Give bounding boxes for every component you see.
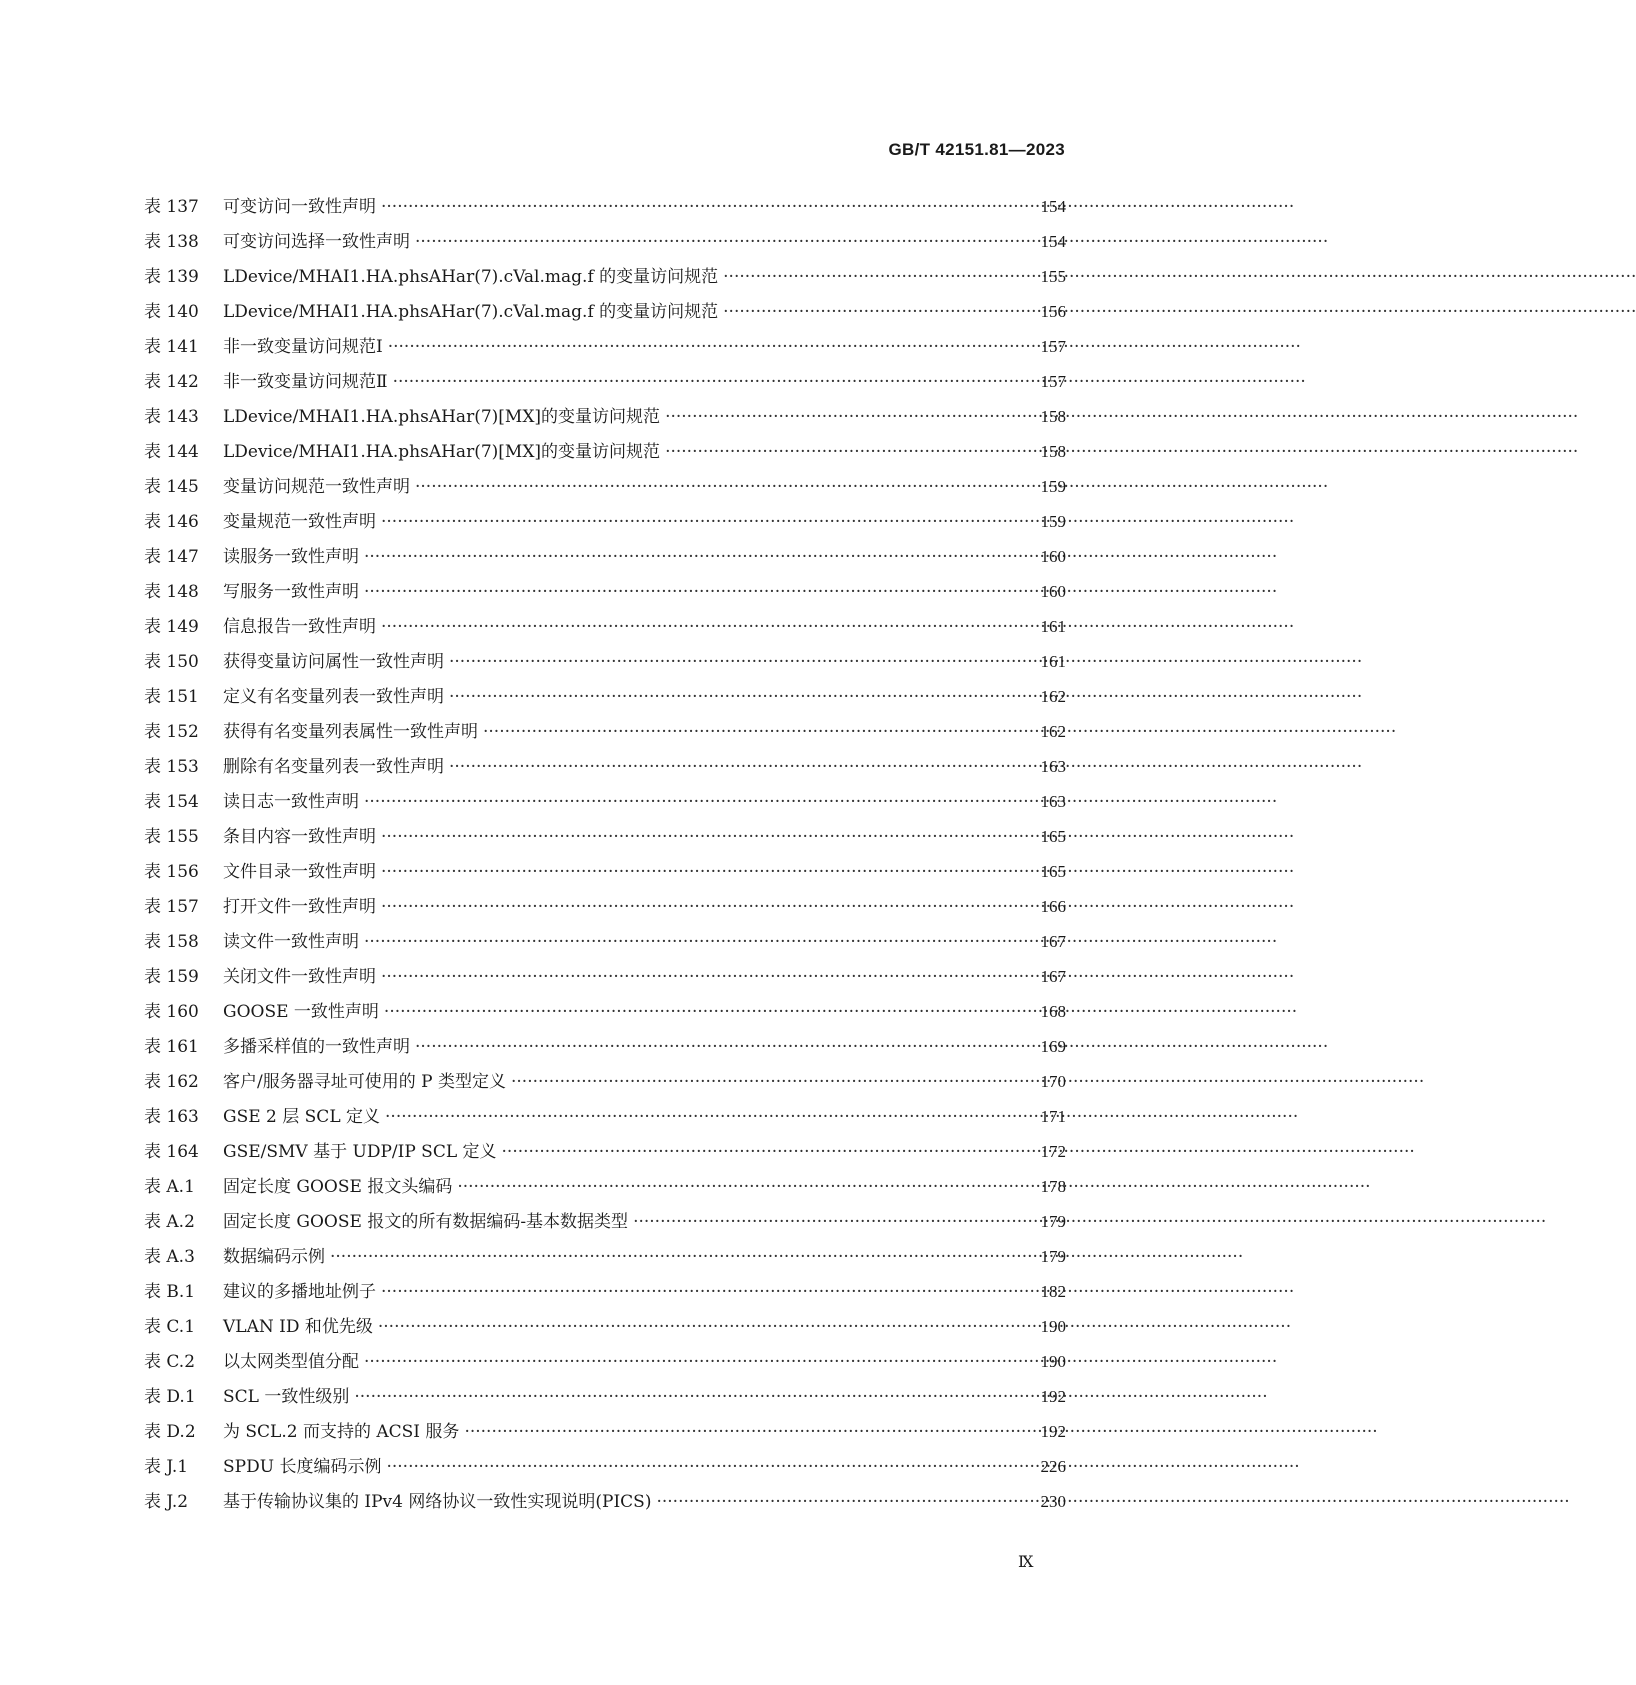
- toc-dot-leader: [364, 547, 1033, 567]
- toc-entry-number: 表 156: [144, 862, 199, 882]
- toc-entry-title: 打开文件一致性声明: [223, 897, 376, 917]
- toc-entry[interactable]: [144, 647, 1066, 682]
- toc-entry-title: 建议的多播地址例子: [223, 1282, 376, 1302]
- toc-entry-number: 表 142: [144, 372, 199, 392]
- toc-dot-leader: [665, 442, 1032, 462]
- toc-entry[interactable]: [144, 1487, 1066, 1522]
- toc-entry[interactable]: [144, 227, 1066, 262]
- document-id: GB/T 42151.81—2023: [888, 140, 1065, 159]
- toc-entry-number: 表 A.3: [144, 1247, 195, 1267]
- toc-entry-title: 条目内容一致性声明: [223, 827, 376, 847]
- toc-entry-number: 表 162: [144, 1072, 199, 1092]
- page-number: Ⅸ: [1018, 1554, 1034, 1571]
- toc-entry-number: 表 161: [144, 1037, 199, 1057]
- toc-entry-title: GOOSE 一致性声明: [223, 1002, 379, 1022]
- toc-entry[interactable]: [144, 402, 1066, 437]
- toc-entry[interactable]: [144, 1382, 1066, 1417]
- toc-entry-number: 表 148: [144, 582, 199, 602]
- toc-entry[interactable]: [144, 437, 1066, 472]
- toc-entry-title: 信息报告一致性声明: [223, 617, 376, 637]
- toc-entry[interactable]: [144, 717, 1066, 752]
- toc-entry-title: 数据编码示例: [223, 1247, 325, 1267]
- toc-entry-number: 表 153: [144, 757, 199, 777]
- toc-entry-title: GSE/SMV 基于 UDP/IP SCL 定义: [223, 1142, 497, 1162]
- toc-entry-title: 非一致变量访问规范Ⅱ: [223, 372, 388, 392]
- toc-dot-leader: [364, 792, 1033, 812]
- toc-dot-leader: [354, 1387, 1032, 1407]
- toc-entry-title: 可变访问一致性声明: [223, 197, 376, 217]
- toc-entry-page: 167: [1040, 932, 1066, 951]
- toc-dot-leader: [483, 722, 1033, 742]
- toc-entry[interactable]: [144, 1067, 1066, 1102]
- toc-entry-title: 写服务一致性声明: [223, 582, 359, 602]
- toc-entry[interactable]: [144, 297, 1066, 332]
- toc-entry[interactable]: [144, 1417, 1066, 1452]
- toc-entry[interactable]: [144, 367, 1066, 402]
- toc-entry-page: 159: [1040, 512, 1066, 531]
- toc-entry-title: 变量规范一致性声明: [223, 512, 376, 532]
- toc-entry-title: LDevice/MHAI1.HA.phsAHar(7)[MX]的变量访问规范: [223, 442, 661, 462]
- toc-entry-page: 156: [1040, 302, 1066, 321]
- toc-entry-page: 171: [1040, 1107, 1066, 1126]
- toc-entry-number: 表 149: [144, 617, 199, 637]
- toc-entry-page: 179: [1040, 1212, 1066, 1231]
- toc-dot-leader: [364, 582, 1033, 602]
- toc-entry-number: 表 J.1: [144, 1457, 189, 1477]
- toc-entry[interactable]: [144, 787, 1066, 822]
- toc-dot-leader: [381, 1282, 1033, 1302]
- toc-entry-number: 表 151: [144, 687, 199, 707]
- toc-dot-leader: [449, 687, 1033, 707]
- toc-entry-title: 获得变量访问属性一致性声明: [223, 652, 444, 672]
- toc-dot-leader: [330, 1247, 1033, 1267]
- toc-entry-page: 157: [1040, 372, 1066, 391]
- toc-entry-number: 表 160: [144, 1002, 199, 1022]
- toc-dot-leader: [381, 197, 1033, 217]
- toc-entry-number: 表 154: [144, 792, 199, 812]
- toc-dot-leader: [633, 1212, 1032, 1232]
- toc-entry-title: SCL 一致性级别: [223, 1387, 350, 1407]
- toc-entry-number: 表 C.1: [144, 1317, 196, 1337]
- toc-entry[interactable]: [144, 682, 1066, 717]
- toc-entry[interactable]: [144, 577, 1066, 612]
- toc-entry-page: 154: [1040, 197, 1066, 216]
- toc-entry-number: 表 B.1: [144, 1282, 196, 1302]
- toc-entry-number: 表 J.2: [144, 1492, 189, 1512]
- toc-entry-page: 230: [1040, 1492, 1066, 1511]
- toc-entry-number: 表 A.1: [144, 1177, 195, 1197]
- toc-entry-page: 172: [1040, 1142, 1066, 1161]
- toc-entry-page: 154: [1040, 232, 1066, 251]
- toc-dot-leader: [457, 1177, 1032, 1197]
- toc-entry-page: 190: [1040, 1352, 1066, 1371]
- toc-entry[interactable]: [144, 1452, 1066, 1487]
- toc-entry[interactable]: [144, 262, 1066, 297]
- toc-entry-page: 162: [1040, 687, 1066, 706]
- toc-entry-page: 190: [1040, 1317, 1066, 1336]
- toc-entry-page: 161: [1040, 652, 1066, 671]
- toc-entry[interactable]: [144, 927, 1066, 962]
- toc-dot-leader: [378, 1317, 1033, 1337]
- toc-entry[interactable]: [144, 332, 1066, 367]
- toc-entry-number: 表 C.2: [144, 1352, 196, 1372]
- toc-entry[interactable]: [144, 857, 1066, 892]
- toc-entry-number: 表 A.2: [144, 1212, 195, 1232]
- toc-dot-leader: [415, 1037, 1033, 1057]
- toc-dot-leader: [665, 407, 1032, 427]
- toc-entry-title: 固定长度 GOOSE 报文头编码: [223, 1177, 453, 1197]
- toc-entry-page: 192: [1040, 1387, 1066, 1406]
- toc-dot-leader: [393, 372, 1033, 392]
- toc-dot-leader: [364, 1352, 1033, 1372]
- toc-entry-number: 表 143: [144, 407, 199, 427]
- toc-entry[interactable]: [144, 822, 1066, 857]
- toc-entry-number: 表 137: [144, 197, 199, 217]
- toc-entry-number: 表 D.1: [144, 1387, 196, 1407]
- toc-entry-number: 表 152: [144, 722, 199, 742]
- toc-dot-leader: [381, 967, 1033, 987]
- toc-entry-number: 表 150: [144, 652, 199, 672]
- toc-entry-number: 表 147: [144, 547, 199, 567]
- toc-entry-page: 169: [1040, 1037, 1066, 1056]
- toc-entry[interactable]: [144, 192, 1066, 227]
- toc-entry[interactable]: [144, 1172, 1066, 1207]
- toc-entry[interactable]: [144, 962, 1066, 997]
- toc-entry-number: 表 157: [144, 897, 199, 917]
- toc-entry[interactable]: [144, 752, 1066, 787]
- toc-entry-page: 226: [1040, 1457, 1066, 1476]
- toc-entry-number: 表 159: [144, 967, 199, 987]
- toc-entry-title: 固定长度 GOOSE 报文的所有数据编码-基本数据类型: [223, 1212, 629, 1232]
- toc-dot-leader: [364, 932, 1033, 952]
- toc-entry[interactable]: [144, 612, 1066, 647]
- toc-entry-title: 文件目录一致性声明: [223, 862, 376, 882]
- toc-entry[interactable]: [144, 997, 1066, 1032]
- toc-dot-leader: [381, 617, 1033, 637]
- toc-dot-leader: [388, 337, 1033, 357]
- toc-entry-page: 160: [1040, 582, 1066, 601]
- toc-entry-page: 166: [1040, 897, 1066, 916]
- toc-entry-page: 167: [1040, 967, 1066, 986]
- toc-entry[interactable]: [144, 1312, 1066, 1347]
- toc-entry-title: LDevice/MHAI1.HA.phsAHar(7)[MX]的变量访问规范: [223, 407, 661, 427]
- toc-entry-title: VLAN ID 和优先级: [223, 1317, 373, 1337]
- toc-dot-leader: [381, 512, 1033, 532]
- toc-entry-page: 160: [1040, 547, 1066, 566]
- toc-entry-number: 表 138: [144, 232, 199, 252]
- toc-dot-leader: [656, 1492, 1032, 1512]
- toc-entry-title: 可变访问选择一致性声明: [223, 232, 410, 252]
- toc-entry-title: 非一致变量访问规范Ⅰ: [223, 337, 383, 357]
- toc-entry-page: 192: [1040, 1422, 1066, 1441]
- toc-entry-number: 表 141: [144, 337, 199, 357]
- toc-entry-title: 读文件一致性声明: [223, 932, 359, 952]
- toc-entry-title: 以太网类型值分配: [223, 1352, 359, 1372]
- toc-entry[interactable]: [144, 1207, 1066, 1242]
- toc-dot-leader: [385, 1107, 1032, 1127]
- toc-entry-page: 163: [1040, 757, 1066, 776]
- toc-entry-title: 读日志一致性声明: [223, 792, 359, 812]
- toc-entry-number: 表 146: [144, 512, 199, 532]
- toc-entry-page: 155: [1040, 267, 1066, 286]
- toc-entry[interactable]: [144, 1277, 1066, 1312]
- toc-entry-page: 163: [1040, 792, 1066, 811]
- toc-entry-title: 变量访问规范一致性声明: [223, 477, 410, 497]
- toc-entry-page: 179: [1040, 1247, 1066, 1266]
- toc-entry[interactable]: [144, 1347, 1066, 1382]
- toc-dot-leader: [415, 477, 1033, 497]
- toc-entry-number: 表 164: [144, 1142, 199, 1162]
- toc-entry-title: 读服务一致性声明: [223, 547, 359, 567]
- toc-entry-page: 157: [1040, 337, 1066, 356]
- toc-entry[interactable]: [144, 472, 1066, 507]
- toc-entry-number: 表 D.2: [144, 1422, 196, 1442]
- toc-entry-number: 表 140: [144, 302, 199, 322]
- toc-entry-page: 161: [1040, 617, 1066, 636]
- toc-entry-number: 表 163: [144, 1107, 199, 1127]
- toc-entry-number: 表 144: [144, 442, 199, 462]
- toc-entry-title: 基于传输协议集的 IPv4 网络协议一致性实现说明(PICS): [223, 1492, 652, 1512]
- toc-entry[interactable]: [144, 1137, 1066, 1172]
- toc-entry-title: 多播采样值的一致性声明: [223, 1037, 410, 1057]
- toc-dot-leader: [381, 862, 1033, 882]
- toc-dot-leader: [723, 302, 1032, 322]
- toc-entry-title: SPDU 长度编码示例: [223, 1457, 382, 1477]
- toc-entry-title: 客户/服务器寻址可使用的 P 类型定义: [223, 1072, 506, 1092]
- toc-entry-title: 关闭文件一致性声明: [223, 967, 376, 987]
- toc-dot-leader: [502, 1142, 1033, 1162]
- toc-entry-number: 表 139: [144, 267, 199, 287]
- toc-dot-leader: [723, 267, 1032, 287]
- toc-entry-page: 158: [1040, 442, 1066, 461]
- toc-entry-title: 删除有名变量列表一致性声明: [223, 757, 444, 777]
- table-of-contents: [144, 192, 1066, 1522]
- toc-dot-leader: [381, 897, 1033, 917]
- toc-entry-page: 165: [1040, 862, 1066, 881]
- toc-entry-number: 表 158: [144, 932, 199, 952]
- toc-entry-page: 178: [1040, 1177, 1066, 1196]
- toc-dot-leader: [449, 757, 1033, 777]
- toc-entry-number: 表 155: [144, 827, 199, 847]
- toc-entry-title: 为 SCL.2 而支持的 ACSI 服务: [223, 1422, 460, 1442]
- toc-entry-title: 定义有名变量列表一致性声明: [223, 687, 444, 707]
- toc-entry-title: LDevice/MHAI1.HA.phsAHar(7).cVal.mag.f 的变量访问规范: [223, 267, 719, 287]
- toc-entry-page: 170: [1040, 1072, 1066, 1091]
- toc-entry-title: LDevice/MHAI1.HA.phsAHar(7).cVal.mag.f 的变量访问规范: [223, 302, 719, 322]
- toc-entry-page: 165: [1040, 827, 1066, 846]
- toc-dot-leader: [449, 652, 1033, 672]
- toc-dot-leader: [386, 1457, 1032, 1477]
- toc-entry-page: 182: [1040, 1282, 1066, 1301]
- toc-entry[interactable]: [144, 507, 1066, 542]
- toc-entry-page: 162: [1040, 722, 1066, 741]
- toc-entry-title: GSE 2 层 SCL 定义: [223, 1107, 381, 1127]
- toc-entry-number: 表 145: [144, 477, 199, 497]
- toc-entry-title: 获得有名变量列表属性一致性声明: [223, 722, 478, 742]
- toc-entry[interactable]: [144, 542, 1066, 577]
- toc-entry[interactable]: [144, 892, 1066, 927]
- toc-entry-page: 159: [1040, 477, 1066, 496]
- toc-entry[interactable]: [144, 1242, 1066, 1277]
- toc-dot-leader: [384, 1002, 1033, 1022]
- toc-dot-leader: [381, 827, 1033, 847]
- toc-entry[interactable]: [144, 1032, 1066, 1067]
- toc-dot-leader: [464, 1422, 1032, 1442]
- toc-dot-leader: [415, 232, 1033, 252]
- toc-entry-page: 168: [1040, 1002, 1066, 1021]
- toc-dot-leader: [511, 1072, 1033, 1092]
- toc-entry-page: 158: [1040, 407, 1066, 426]
- toc-entry[interactable]: [144, 1102, 1066, 1137]
